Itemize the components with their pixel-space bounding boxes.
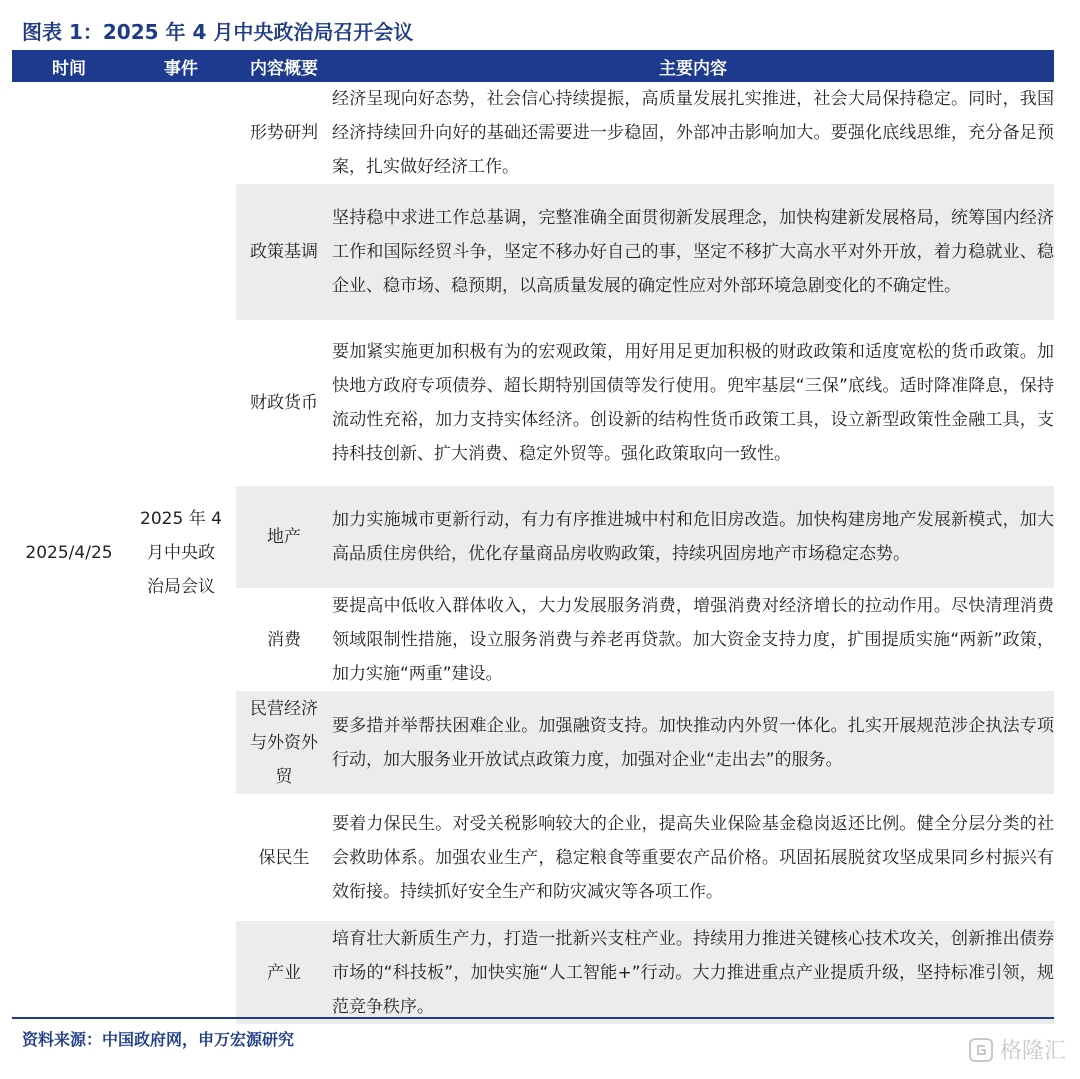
watermark	[968, 1034, 1066, 1065]
topic-cell: 保民生	[236, 794, 332, 921]
table-header-row	[12, 50, 1054, 82]
topic-cell: 财政货币	[236, 320, 332, 486]
content-cell: 要加紧实施更加积极有为的宏观政策，用好用足更加积极的财政政策和适度宽松的货币政策。加快地方政府专项债券、超长期特别国债等发行使用。兜牢基层“三保”底线。适时降准降息，保持流动性充裕，加力支持实体经济。创设新的结构性货币政策工具，设立新型政策性金融工具，支持科技创新、扩大消费、稳定外贸等。强化政策取向一致性。	[332, 320, 1054, 486]
content-cell: 要着力保民生。对受关税影响较大的企业，提高失业保险基金稳岗返还比例。健全分层分类的社会救助体系。加强农业生产，稳定粮食等重要农产品价格。巩固拓展脱贫攻坚成果同乡村振兴有效衔接。持续抓好安全生产和防灾减灾等各项工作。	[332, 794, 1054, 921]
event-text: 2025 年 4 月中央政治局会议	[140, 509, 222, 597]
content-cell: 加力实施城市更新行动，有力有序推进城中村和危旧房改造。加快构建房地产发展新模式，加大高品质住房供给，优化存量商品房收购政策，持续巩固房地产市场稳定态势。	[332, 486, 1054, 588]
meeting-table	[12, 50, 1054, 1024]
watermark-text: 格隆汇	[999, 1039, 1066, 1064]
topic-cell: 形势研判	[236, 82, 332, 184]
topic-cell: 产业	[236, 921, 332, 1024]
page-title: 图表 1：2025 年 4 月中央政治局召开会议	[22, 20, 414, 44]
header-time: 时间	[12, 50, 126, 82]
source-note: 资料来源：中国政府网，申万宏源研究	[22, 1030, 295, 1049]
header-event: 事件	[126, 50, 236, 82]
header-content: 主要内容	[332, 50, 1054, 82]
content-cell: 坚持稳中求进工作总基调，完整准确全面贯彻新发展理念，加快构建新发展格局，统筹国内经济工作和国际经贸斗争，坚定不移办好自己的事，坚定不移扩大高水平对外开放，着力稳就业、稳企业、稳市场、稳预期，以高质量发展的确定性应对外部环境急剧变化的不确定性。	[332, 184, 1054, 320]
event-cell	[126, 82, 236, 1024]
content-cell: 要多措并举帮扶困难企业。加强融资支持。加快推动内外贸一体化。扎实开展规范涉企执法专项行动，加大服务业开放试点政策力度，加强对企业“走出去”的服务。	[332, 691, 1054, 794]
topic-cell: 政策基调	[236, 184, 332, 320]
footer-divider	[12, 1017, 1054, 1019]
watermark-logo-icon	[968, 1037, 994, 1063]
table-row	[12, 82, 1054, 184]
topic-cell: 地产	[236, 486, 332, 588]
content-cell: 要提高中低收入群体收入，大力发展服务消费，增强消费对经济增长的拉动作用。尽快清理消费领域限制性措施，设立服务消费与养老再贷款。加大资金支持力度，扩围提质实施“两新”政策，加力实施“两重”建设。	[332, 588, 1054, 691]
topic-cell	[236, 691, 332, 794]
content-cell: 培育壮大新质生产力，打造一批新兴支柱产业。持续用力推进关键核心技术攻关，创新推出债券市场的“科技板”，加快实施“人工智能+”行动。大力推进重点产业提质升级，坚持标准引领，规范竞争秩序。	[332, 921, 1054, 1024]
time-cell: 2025/4/25	[12, 82, 126, 1024]
topic-text: 民营经济与外资外贸	[250, 698, 318, 787]
topic-cell: 消费	[236, 588, 332, 691]
header-topic: 内容概要	[236, 50, 332, 82]
content-cell: 经济呈现向好态势，社会信心持续提振，高质量发展扎实推进，社会大局保持稳定。同时，我国经济持续回升向好的基础还需要进一步稳固，外部冲击影响加大。要强化底线思维，充分备足预案，扎实做好经济工作。	[332, 82, 1054, 184]
